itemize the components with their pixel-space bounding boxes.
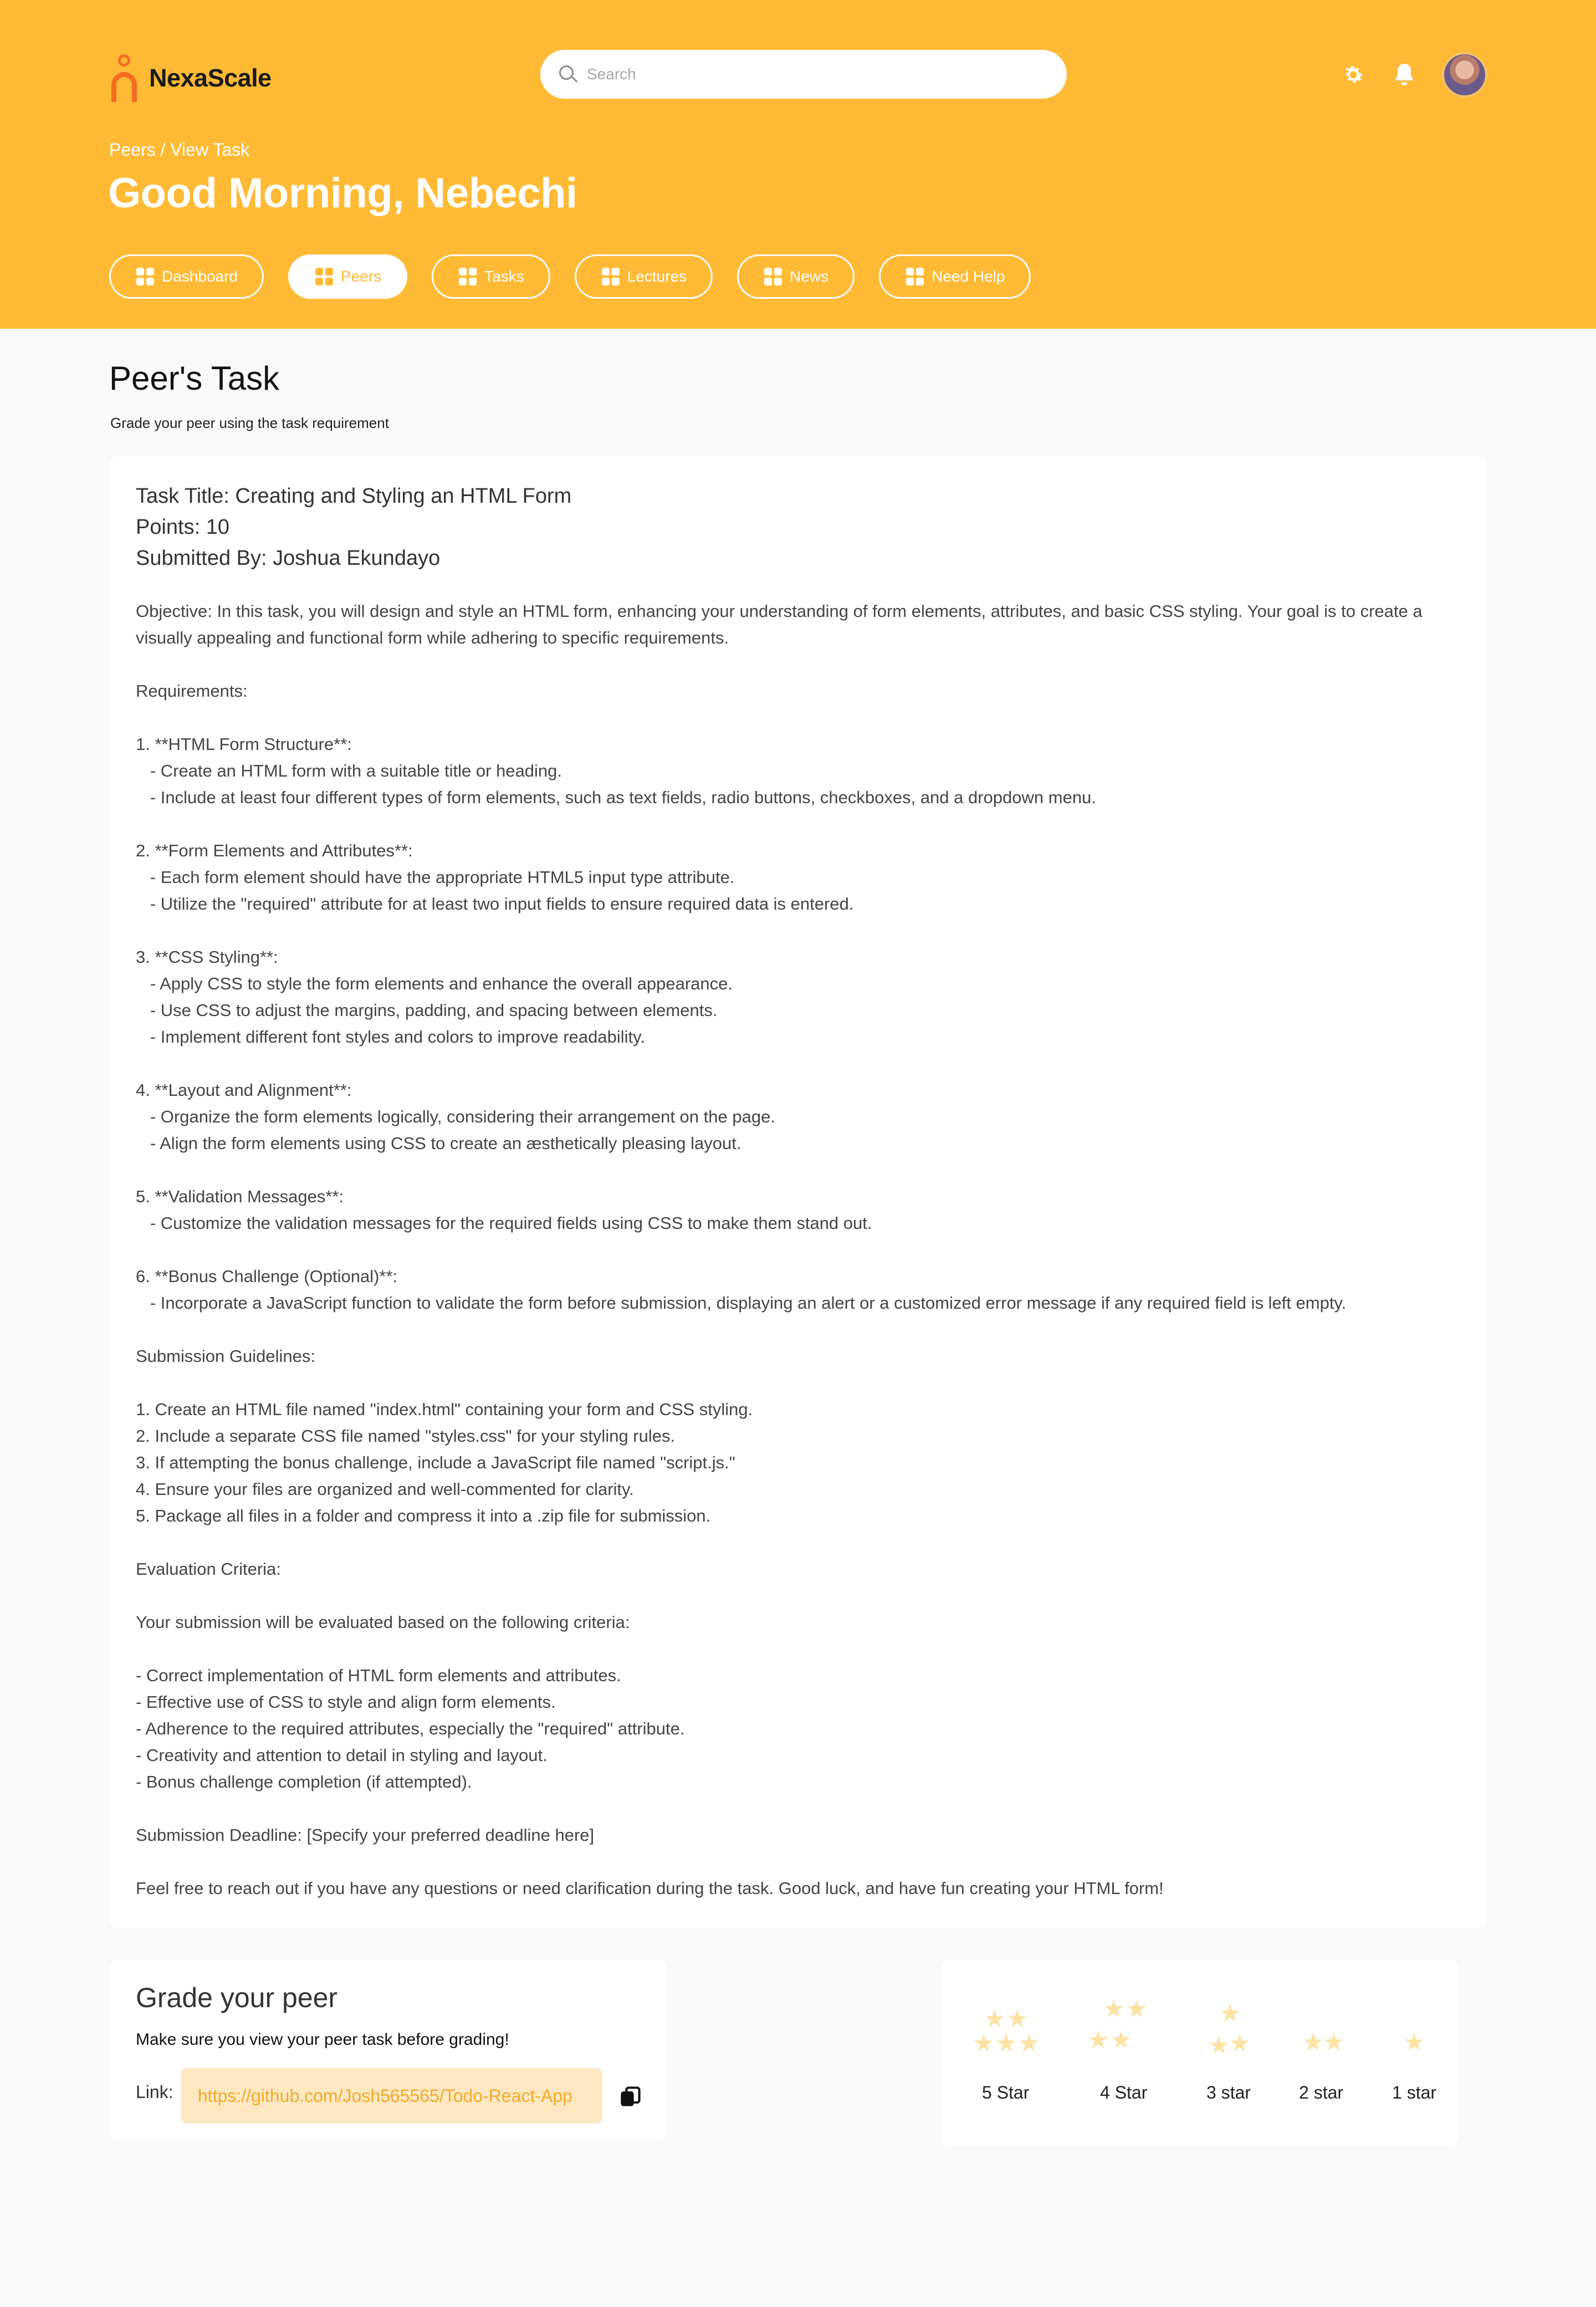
grid-icon	[315, 268, 333, 285]
task-description: Objective: In this task, you will design and style an HTML form, enhancing your understanding of form elements, attributes, and basic CSS styling. Your goal is to create a visually appealing and functional form while adhering to specific requirements. Requirements: 1. **HTML Form Structure**: - Create an HTML form with a suitable title or heading. - Include at least four different types of form elements, such as text fields, radio buttons, checkboxes, and a dropdown menu. 2. **Form Elements and Attributes**: - Each form element should have the appropriate HTML5 input type attribute. - Utilize the "required" attribute for at least two input fields to ensure required data is entered. 3. **CSS Styling**: - Apply CSS to style the form elements and enhance the overall appearance. - Use CSS to adjust the margins, padding, and spacing between elements. - Implement different font styles and colors to improve readability. 4. **Layout and Alignment**: - Organize the form elements logically, considering their arrangement on the page. - Align the form elements using CSS to create an æsthetically pleasing layout. 5. **Validation Messages**: - Customize the validation messages for the required fields using CSS to make them stand out. 6. **Bonus Challenge (Optional)**: - Incorporate a JavaScript function to validate the form before submission, displaying an alert or a customized error message if any required field is left empty. Submission Guidelines: 1. Create an HTML file named "index.html" containing your form and CSS styling. 2. Include a separate CSS file named "styles.css" for your styling rules. 3. If attempting the bonus challenge, include a JavaScript file named "script.js." 4. Ensure your files are organized and well-commented for clarity. 5. Package all files in a folder and compress it into a .zip file for submission. Evaluation Criteria: Your submission will be evaluated based on the following criteria: - Correct implementation of HTML form elements and attributes. - Effective use of CSS to style and align form elements. - Adherence to the required attributes, especially the "required" attribute. - Creativity and attention to detail in styling and layout. - Bonus challenge completion (if attempted). Submission Deadline: [Specify your preferred deadline here] Feel free to reach out if you have any questions or need clarification during the task. Good luck, and have fun creating your HTML form!	[136, 601, 1423, 1898]
grid-icon	[459, 268, 477, 285]
grade-card	[109, 1959, 666, 2140]
greeting-title: Good Morning, Nebechi	[108, 170, 577, 217]
nav-label: News	[790, 268, 829, 285]
gear-icon[interactable]	[1341, 63, 1365, 87]
bell-icon[interactable]	[1392, 62, 1416, 88]
star-icon: ★	[1018, 2030, 1040, 2057]
star-icon: ★	[1110, 2027, 1132, 2054]
star-icon: ★	[995, 2030, 1017, 2057]
rating-option-3[interactable]	[1203, 1959, 1264, 2145]
avatar[interactable]	[1442, 52, 1487, 98]
star-icon: ★	[973, 2030, 995, 2057]
logo[interactable]	[108, 53, 272, 103]
star-icon: ★	[1219, 2000, 1241, 2027]
star-icon: ★	[1087, 2027, 1109, 2054]
main-nav	[109, 254, 1055, 299]
rating-option-2[interactable]	[1297, 1959, 1358, 2145]
task-link[interactable]: https://github.com/Josh565565/Todo-React-App	[181, 2068, 602, 2124]
link-label: Link:	[136, 2082, 173, 2102]
rating-option-4[interactable]	[1086, 1959, 1153, 2145]
nav-label: Lectures	[627, 268, 687, 285]
breadcrumb[interactable]: Peers / View Task	[109, 140, 250, 160]
search-bar[interactable]	[540, 50, 1067, 99]
star-icon: ★	[1229, 2030, 1251, 2057]
rating-label: 2 star	[1299, 2083, 1344, 2102]
grid-icon	[764, 268, 782, 285]
nav-lectures[interactable]	[575, 254, 713, 299]
task-card	[109, 456, 1487, 1928]
header-actions	[1341, 51, 1487, 99]
rating-card	[942, 1959, 1459, 2145]
rating-option-5[interactable]	[970, 1959, 1042, 2145]
page-title: Peer's Task	[109, 360, 280, 397]
page-subtitle: Grade your peer using the task requirement	[110, 415, 389, 431]
star-icon: ★	[1208, 2032, 1230, 2059]
star-icon: ★	[1323, 2029, 1345, 2056]
header	[0, 0, 1596, 329]
rating-label: 4 Star	[1100, 2083, 1148, 2102]
logo-icon	[108, 53, 144, 103]
star-icon: ★	[1302, 2029, 1324, 2056]
nav-label: Peers	[340, 268, 382, 285]
grid-icon	[602, 268, 620, 285]
grade-title: Grade your peer	[136, 1982, 338, 2013]
nav-label: Tasks	[484, 268, 524, 285]
nav-dashboard[interactable]	[109, 254, 264, 299]
grid-icon	[906, 268, 924, 285]
nav-news[interactable]	[737, 254, 855, 299]
grid-icon	[136, 268, 154, 285]
star-icon: ★	[1006, 2005, 1029, 2033]
rating-option-1[interactable]	[1390, 1959, 1440, 2145]
star-icon: ★	[1103, 1995, 1125, 2023]
task-header	[136, 481, 571, 574]
nav-label: Need Help	[932, 268, 1005, 285]
nav-tasks[interactable]	[432, 254, 550, 299]
copy-icon[interactable]	[619, 2086, 641, 2108]
nav-need-help[interactable]	[879, 254, 1031, 299]
rating-label: 1 star	[1392, 2083, 1437, 2102]
task-title: Task Title: Creating and Styling an HTML Form	[136, 484, 572, 508]
grade-subtitle: Make sure you view your peer task before grading!	[136, 2030, 509, 2049]
nav-label: Dashboard	[162, 268, 238, 285]
app-name: NexaScale	[149, 64, 272, 92]
search-icon	[558, 64, 578, 84]
search-input[interactable]	[587, 65, 1041, 83]
rating-label: 3 star	[1206, 2083, 1251, 2102]
star-icon: ★	[1126, 1995, 1148, 2023]
star-icon: ★	[984, 2005, 1006, 2033]
task-submitted-by: Submitted By: Joshua Ekundayo	[136, 547, 441, 570]
nav-peers[interactable]	[288, 254, 407, 299]
task-points: Points: 10	[136, 515, 229, 539]
rating-label: 5 Star	[982, 2083, 1030, 2102]
star-icon: ★	[1403, 2029, 1425, 2056]
